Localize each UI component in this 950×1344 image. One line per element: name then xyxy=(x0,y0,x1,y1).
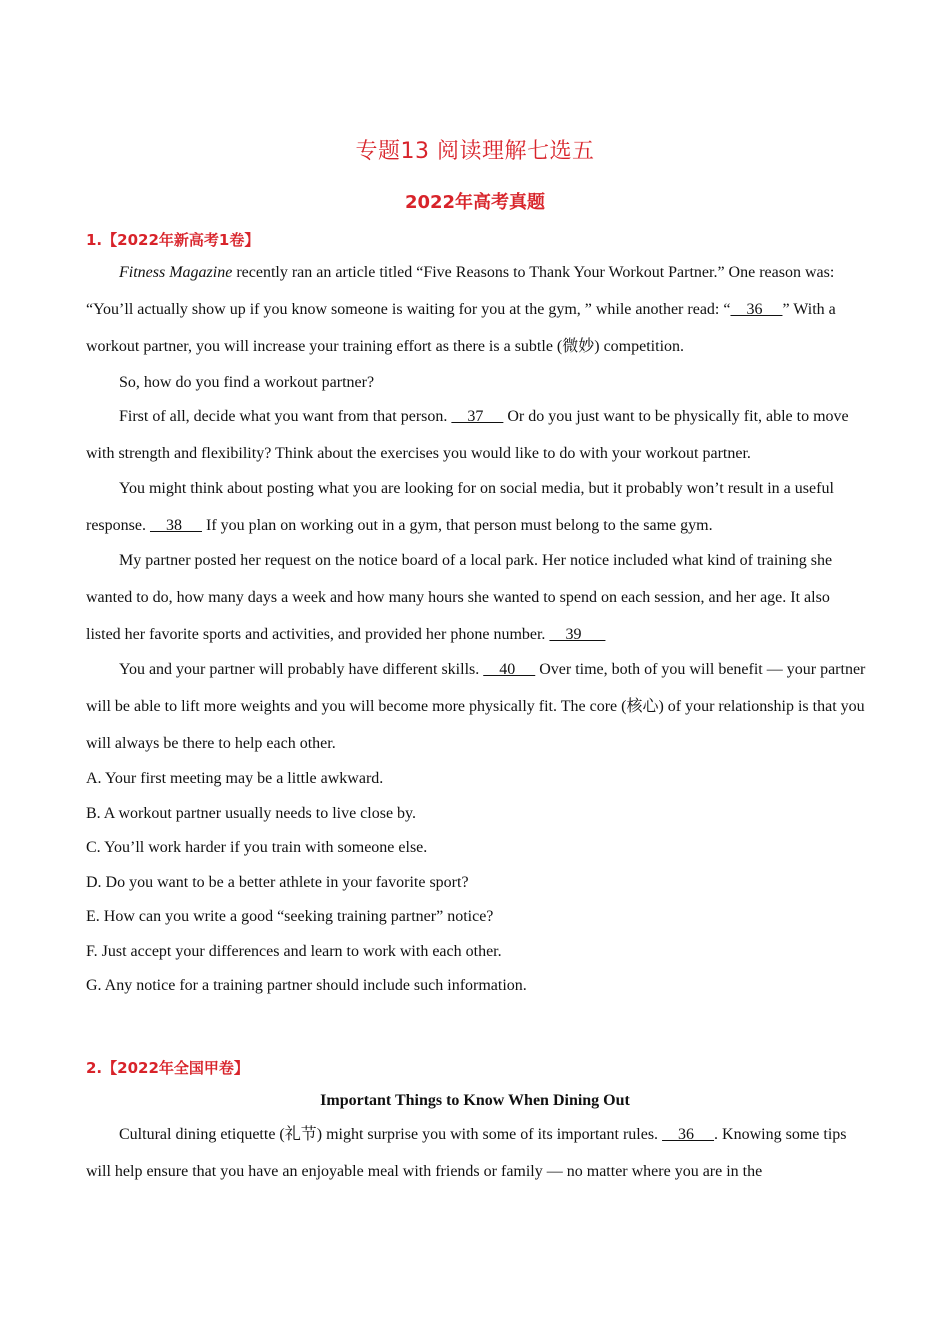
option-b: B. A workout partner usually needs to live close by. xyxy=(86,805,417,822)
passage-title: Important Things to Know When Dining Out xyxy=(320,1092,630,1109)
q1-paragraph-1: Fitness Magazine recently ran an article titled “Five Reasons to Thank Your Workout Partner.” One reason was: “You’ll actually show up if you know someone is waiting for you at the gym, ” while another read: “ 36 ” With a workout partner, you will increase your training effort as there is a subtle (微妙) competition. xyxy=(86,264,836,355)
q2-paragraph-1: Cultural dining etiquette (礼节) might surprise you with some of its important rules. 36 . Knowing some tips will help ensure that you have an enjoyable meal with friends or family — no matter where you are in the xyxy=(86,1126,847,1180)
q1-paragraph-5: My partner posted her request on the notice board of a local park. Her notice included what kind of training she wanted to do, how many days a week and how many hours she wanted to spend on each session, and her age. It also listed her favorite sports and activities, and provided her phone number. 39 xyxy=(86,552,833,643)
question-1-heading: 1.【2022年新高考1卷】 xyxy=(86,231,260,249)
blank-39[interactable]: 39 xyxy=(549,626,606,643)
option-a: A. Your first meeting may be a little awkward. xyxy=(86,770,384,787)
question-2-heading: 2.【2022年全国甲卷】 xyxy=(86,1059,249,1077)
option-f: F. Just accept your differences and learn to work with each other. xyxy=(86,943,502,960)
blank-36[interactable]: 36 xyxy=(730,301,783,318)
section-subtitle: 2022年高考真题 xyxy=(404,192,546,213)
page-title: 专题13 阅读理解七选五 xyxy=(355,139,595,164)
q1-paragraph-3: First of all, decide what you want from that person. 37 Or do you just want to be physically fit, able to move with strength and flexibility? Think about the exercises you would like to do with your workout partner. xyxy=(86,408,849,462)
option-d: D. Do you want to be a better athlete in your favorite sport? xyxy=(86,874,469,891)
option-c: C. You’ll work harder if you train with someone else. xyxy=(86,839,428,856)
q1-paragraph-6: You and your partner will probably have different skills. 40 Over time, both of you will benefit — your partner will be able to lift more weights and you will become more physically fit. The core (核心) of your relationship is that you will always be there to help each other. xyxy=(86,661,866,752)
q2-blank-36[interactable]: 36 xyxy=(662,1126,715,1143)
blank-37[interactable]: 37 xyxy=(451,408,504,425)
magazine-name: Fitness Magazine xyxy=(119,264,233,281)
option-g: G. Any notice for a training partner should include such information. xyxy=(86,977,527,994)
q1-paragraph-4: You might think about posting what you are looking for on social media, but it probably won’t result in a useful response. 38 If you plan on working out in a gym, that person must belong to the same gym. xyxy=(86,480,834,534)
option-e: E. How can you write a good “seeking training partner” notice? xyxy=(86,908,494,925)
q1-paragraph-2: So, how do you find a workout partner? xyxy=(119,374,375,391)
blank-38[interactable]: 38 xyxy=(149,517,202,534)
blank-40[interactable]: 40 xyxy=(483,661,536,678)
